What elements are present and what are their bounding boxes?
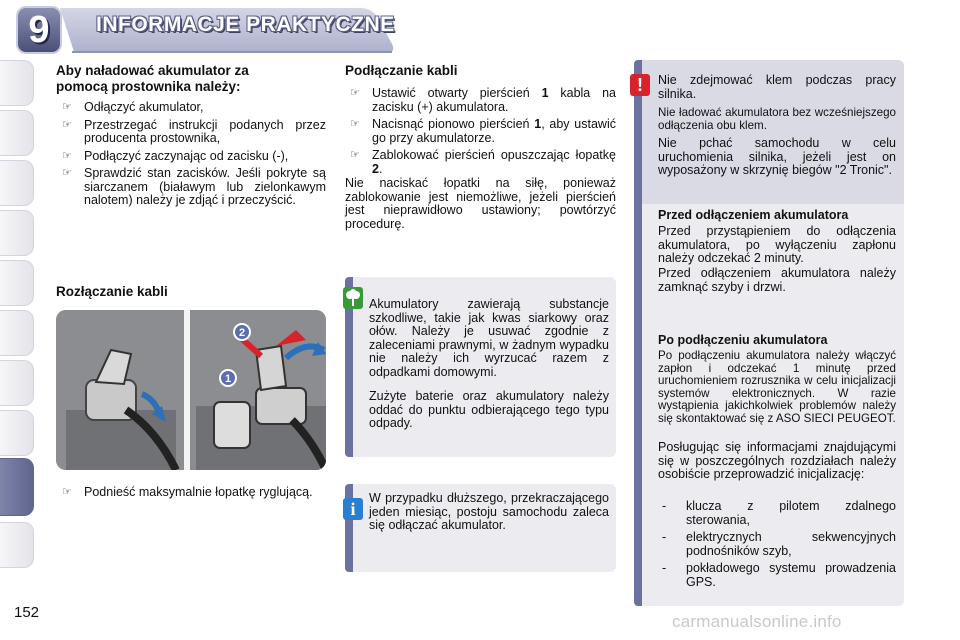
warning-box [634, 60, 904, 606]
list-item-text: Odłączyć akumulator, [84, 100, 204, 114]
pointing-hand-icon: ☞ [62, 486, 72, 498]
environment-note-box [345, 277, 616, 457]
list-item-text: pokładowego systemu prowadzenia GPS. [686, 561, 896, 589]
connect-steps-list [350, 87, 616, 180]
before-paragraph-1: Przed przystąpieniem do odłączenia akumulatora, po wyłączeniu zapłonu należy odczekać 2 minuty. [658, 224, 896, 265]
dash-marker: - [662, 499, 667, 513]
page-title: INFORMACJE PRAKTYCZNE [96, 13, 395, 36]
info-paragraph: W przypadku dłuższego, przekraczającego jeden miesiąc, postoju samochodu zaleca się odłączać akumulator. [369, 491, 609, 532]
list-item [62, 486, 326, 500]
pointing-hand-icon: ☞ [350, 149, 360, 161]
chapter-tab[interactable] [0, 522, 34, 568]
dash-marker: - [662, 561, 667, 575]
callout-ref: 1 [541, 86, 549, 100]
info-note-box [345, 484, 616, 572]
pointing-hand-icon: ☞ [62, 149, 72, 162]
chapter-tab-strip [0, 60, 34, 580]
chapter-tab[interactable] [0, 410, 34, 456]
heading-line: pomocą prostownika należy: [56, 79, 241, 94]
battery-terminal-illustration [56, 310, 326, 470]
force-warning-paragraph: Nie naciskać łopatki na siłę, ponieważ zablokowanie jest niemożliwe, jeżeli pierścień jest nieprawidłowo ustawiony; powtórzyć procedurę. [345, 176, 616, 231]
chapter-tab[interactable] [0, 60, 34, 106]
list-item-text: , aby ustawić go przy akumulatorze. [372, 117, 616, 145]
terminal-drawing [56, 310, 326, 470]
list-item-text: elektrycznych sekwencyjnych podnośników szyb, [686, 530, 896, 558]
chapter-tab[interactable] [0, 310, 34, 356]
chapter-tab[interactable] [0, 260, 34, 306]
charging-heading [56, 63, 326, 95]
header-band [0, 0, 960, 58]
environment-paragraph-1: Akumulatory zawierają substancje szkodliwe, takie jak kwas siarkowy oraz ołów. Należy je usuwać zgodnie z zaleceniami prawnymi, w żadnym wypadku nie należy ich wyrzucać razem z odpadkami domowymi. [369, 297, 609, 379]
exclamation-icon: ! [630, 74, 650, 96]
warning-paragraph-3: Nie pchać samochodu w celu uruchomienia silnika, jeżeli jest on wyposażony w skrzynię biegów "2 Tronic". [658, 136, 896, 177]
chapter-tab[interactable] [0, 360, 34, 406]
list-item-text: Sprawdzić stan zacisków. Jeśli pokryte są siarczanem (białawym lub zielonkawym nalotem) należy je zdjąć i przeczyścić. [84, 166, 326, 207]
page-number: 152 [14, 604, 40, 621]
chapter-tab-active[interactable] [0, 458, 34, 516]
pointing-hand-icon: ☞ [62, 167, 72, 179]
info-icon: i [343, 498, 363, 520]
chapter-tab[interactable] [0, 110, 34, 156]
callout-2: 2 [238, 327, 246, 339]
callout-ref: 2 [372, 161, 379, 176]
before-paragraph-2: Przed odłączeniem akumulatora należy zamknąć szyby i drzwi. [658, 266, 896, 294]
list-item [658, 500, 896, 527]
pointing-hand-icon: ☞ [62, 118, 72, 131]
list-item [350, 149, 616, 176]
callout-ref: 1 [534, 117, 542, 131]
list-item [350, 118, 616, 145]
warning-paragraph-1: Nie zdejmować klem podczas pracy silnika. [658, 73, 896, 101]
list-item [62, 150, 326, 164]
before-disconnect-heading: Przed odłączeniem akumulatora [658, 208, 849, 222]
dash-marker: - [662, 530, 667, 544]
watermark: carmanualsonline.info [672, 612, 842, 631]
list-item [658, 562, 896, 589]
chapter-tab[interactable] [0, 210, 34, 256]
list-item-text: Ustawić otwarty pierścień [372, 86, 542, 100]
after-paragraph-1: Po podłączeniu akumulatora należy włączyć zapłon i odczekać 1 minutę przed uruchomieniem rozrusznika w celu inicjalizacji systemów elektronicznych. W razie wystąpienia jakichkolwiek problemów należy się skontaktować się z ASO SIECI PEUGEOT. [658, 349, 896, 425]
heading-line: Aby naładować akumulator za [56, 63, 249, 78]
disconnect-heading: Rozłączanie kabli [56, 284, 168, 299]
tree-icon [343, 287, 363, 309]
after-paragraph-2: Posługując się informacjami znajdującymi się w poszczególnych rozdziałach należy osobiście przeprowadzić inicjalizację: [658, 440, 896, 481]
after-connect-heading: Po podłączeniu akumulatora [658, 333, 828, 347]
list-item-text: Przestrzegać instrukcji podanych przez producenta prostownika, [84, 117, 326, 145]
list-item-text: . [378, 161, 383, 176]
connect-heading: Podłączanie kabli [345, 63, 458, 78]
charging-steps-list [62, 101, 326, 212]
list-item-text: Nacisnąć pionowo pierścień [372, 117, 535, 131]
list-item [658, 531, 896, 558]
warning-paragraph-2: Nie ładować akumulatora bez wcześniejszego odłączenia obu klem. [658, 106, 896, 132]
pointing-hand-icon: ☞ [350, 118, 360, 130]
pointing-hand-icon: ☞ [62, 101, 72, 113]
list-item-text: Zablokować pierścień opuszczając łopatkę [372, 148, 616, 162]
list-item-text: kabla na zacisku (+) akumulatora. [372, 86, 616, 114]
pointing-hand-icon: ☞ [350, 87, 360, 99]
list-item-text: klucza z pilotem zdalnego sterowania, [686, 499, 896, 527]
environment-paragraph-2: Zużyte baterie oraz akumulatory należy oddać do punktu odbierającego tego typu odpady. [369, 389, 609, 430]
callout-1: 1 [224, 373, 232, 385]
initialization-list [658, 500, 896, 593]
list-item-text: Podnieść maksymalnie łopatkę ryglującą. [84, 485, 313, 499]
list-item [62, 119, 326, 146]
lift-step-list [62, 486, 326, 504]
list-item [62, 167, 326, 208]
chapter-number-badge: 9 [16, 6, 62, 54]
box-accent-bar [634, 60, 642, 606]
chapter-tab[interactable] [0, 160, 34, 206]
list-item [350, 87, 616, 114]
list-item-text: Podłączyć zaczynając od zacisku (-), [84, 148, 289, 163]
list-item [62, 101, 326, 115]
